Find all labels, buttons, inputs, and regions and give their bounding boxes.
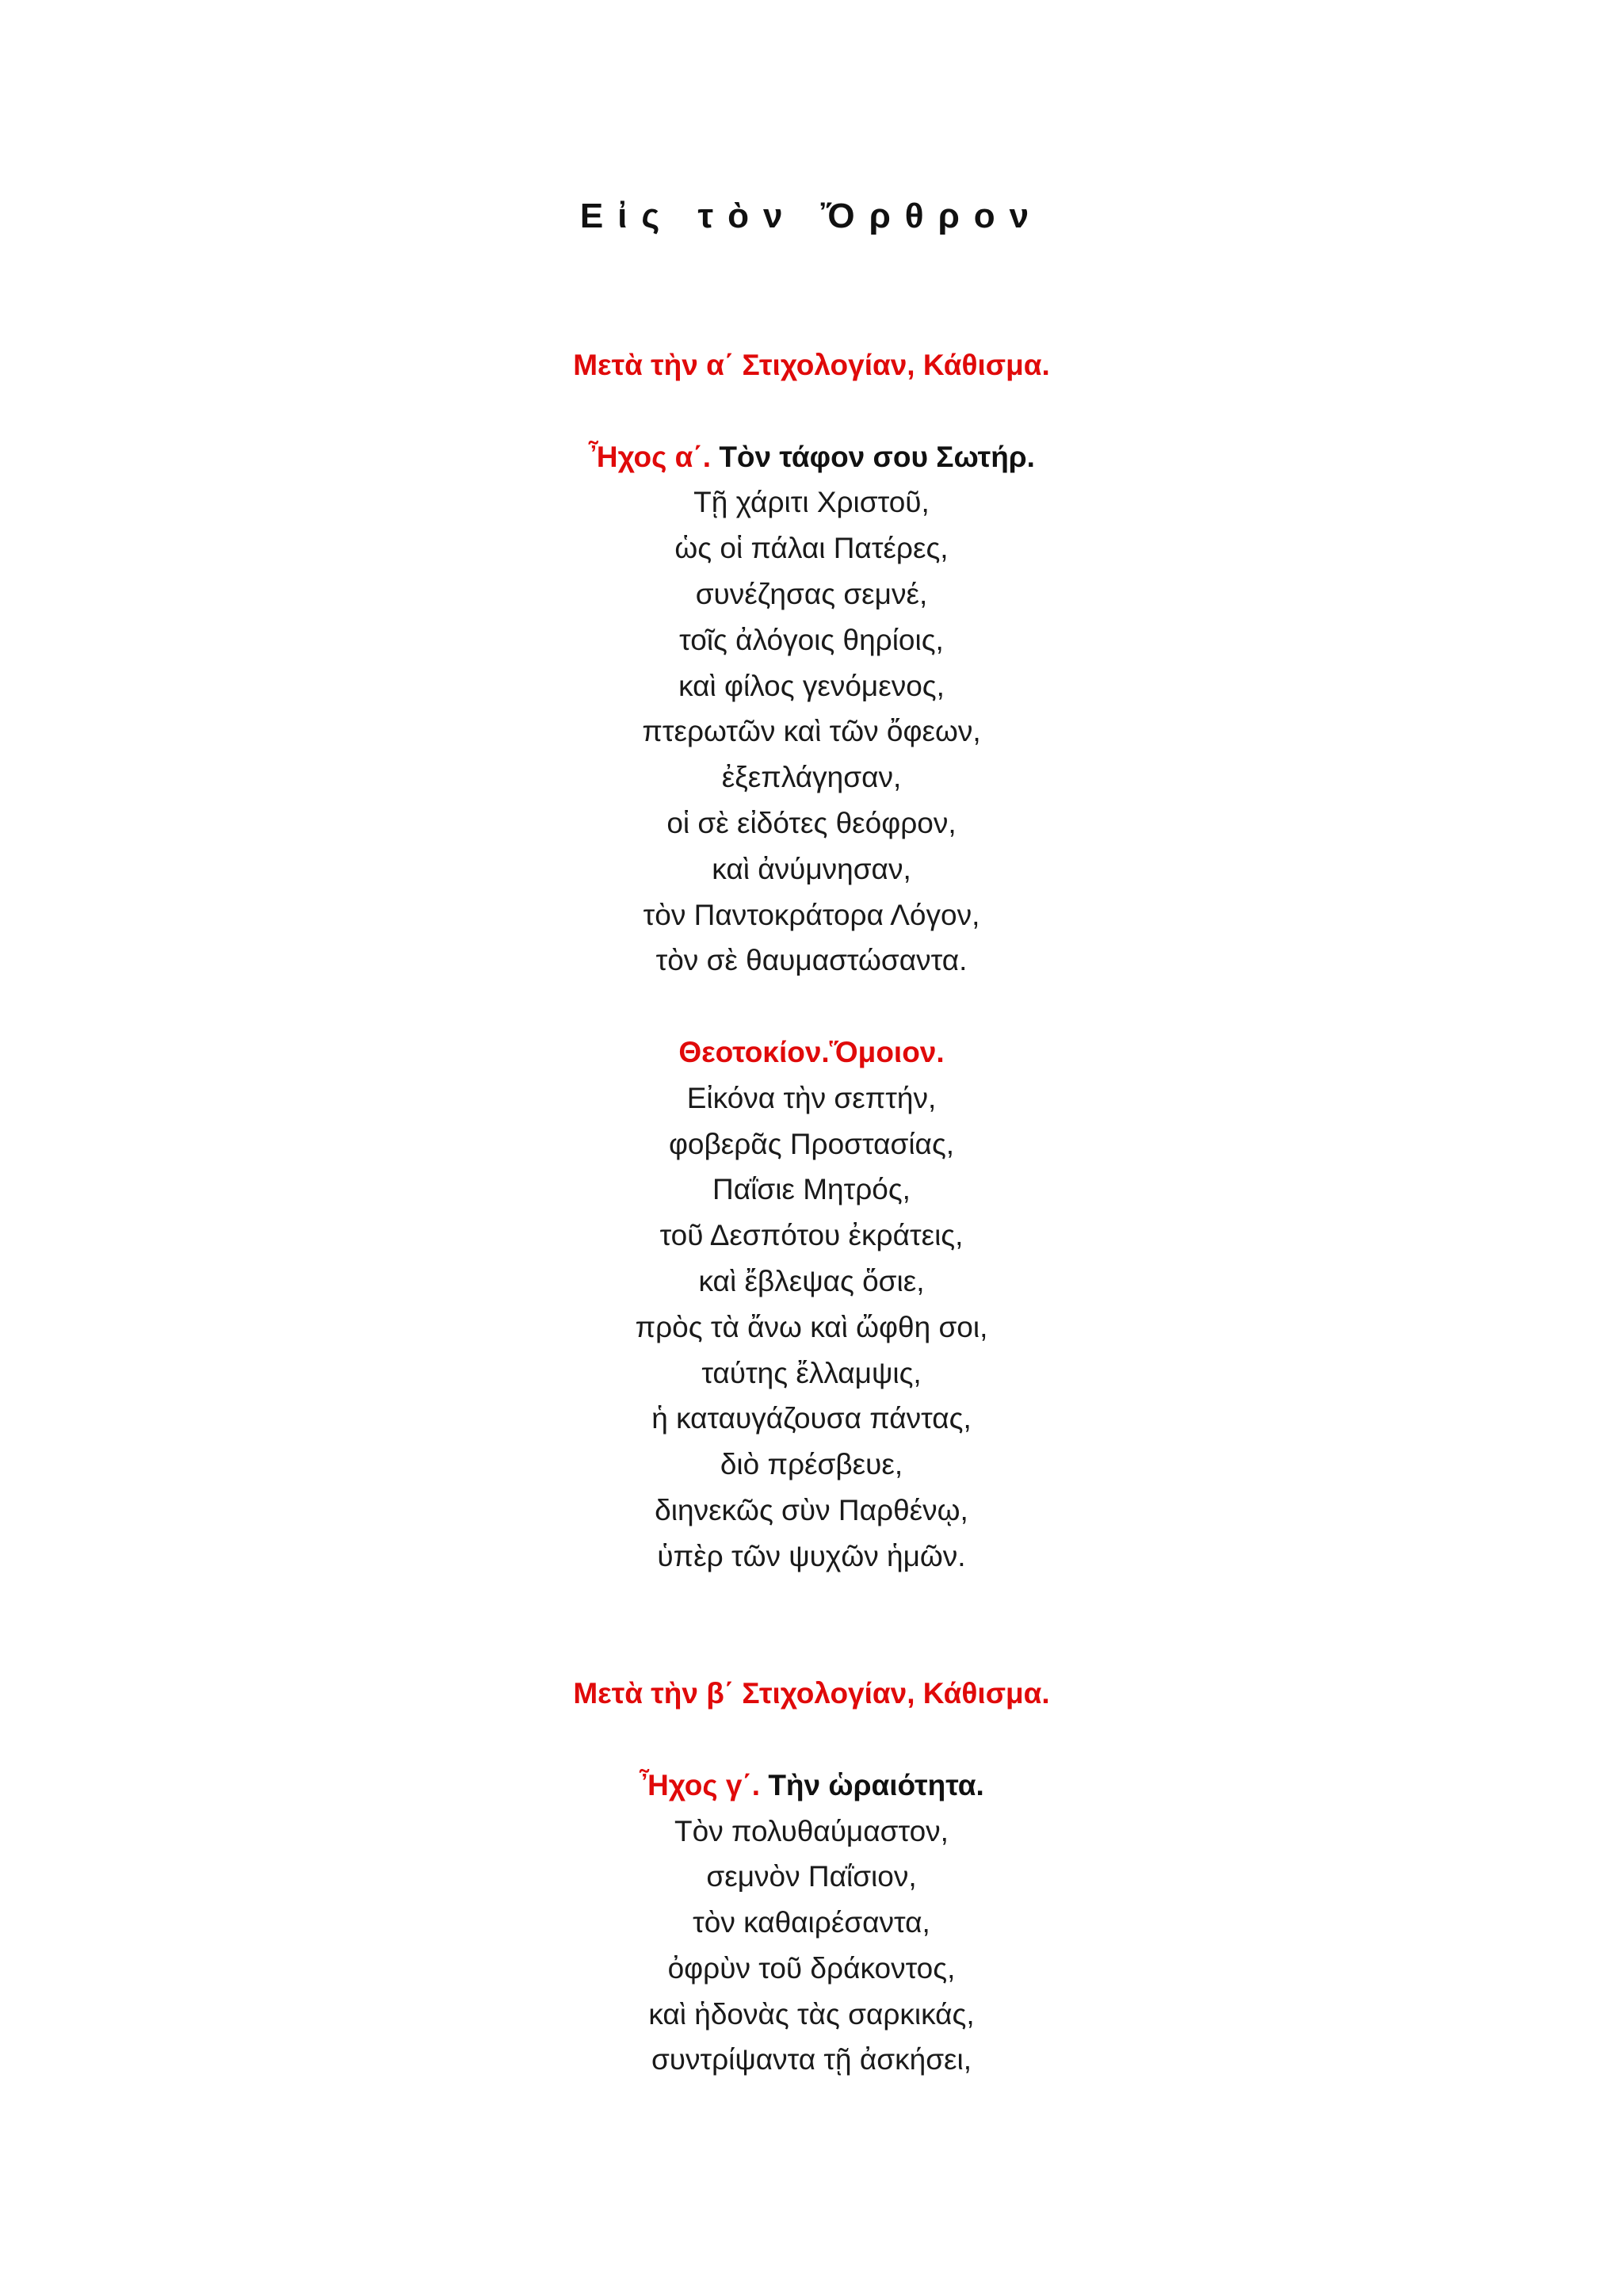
spacer — [0, 984, 1623, 1030]
section-heading: Μετὰ τὴν α΄ Στιχολογίαν, Κάθισμα. — [573, 349, 1050, 381]
verse-line: τὸν Παντοκράτορα Λόγον, — [643, 898, 980, 931]
verse-line: καὶ ἔβλεψας ὅσιε, — [698, 1264, 925, 1297]
verse-line: πρὸς τὰ ἄνω καὶ ὤφθη σοι, — [635, 1310, 988, 1343]
verse-line: διηνεκῶς σὺν Παρθένῳ, — [655, 1493, 968, 1526]
verse-line: φοβερᾶς Προστασίας, — [668, 1127, 955, 1160]
verse-line: ὑπὲρ τῶν ψυχῶν ἡμῶν. — [657, 1539, 966, 1572]
tone-label: Ἦχος γ΄. — [639, 1768, 761, 1801]
verse-line: ὡς οἱ πάλαι Πατέρες, — [674, 532, 949, 565]
spacer — [0, 388, 1623, 434]
verse-line: τὸν καθαιρέσαντα, — [693, 1906, 930, 1939]
verse-line: καὶ ἀνύμνησαν, — [712, 852, 911, 885]
verse-line: Τῇ χάριτι Χριστοῦ, — [693, 486, 930, 519]
verse-line: διὸ πρέσβευε, — [720, 1448, 903, 1481]
spacer — [0, 1580, 1623, 1671]
verse-line: Εἰκόνα τὴν σεπτήν, — [686, 1081, 937, 1114]
verse-line: συνέζησας σεμνέ, — [695, 577, 928, 610]
verse-line: σεμνὸν Παΐσιον, — [706, 1860, 917, 1893]
verse-line: Παΐσιε Μητρός, — [712, 1173, 911, 1206]
verse-line: ἡ καταυγάζουσα πάντας, — [651, 1402, 972, 1435]
tone-label: Ἦχος α΄. — [588, 440, 712, 473]
hymn-header — [0, 1763, 1623, 1809]
verse-line: Τὸν πολυθαύμαστον, — [674, 1814, 949, 1847]
verse-line: πτερωτῶν καὶ τῶν ὄφεων, — [642, 715, 981, 748]
section-heading: Μετὰ τὴν β΄ Στιχολογίαν, Κάθισμα. — [573, 1677, 1050, 1710]
verse-line: καὶ ἡδονὰς τὰς σαρκικάς, — [648, 1997, 975, 2030]
verse-line: τοῖς ἀλόγοις θηρίοις, — [679, 623, 944, 656]
hymn-header — [0, 434, 1623, 480]
verse-line: ὀφρὺν τοῦ δράκοντος, — [667, 1951, 956, 1985]
verse-line: καὶ φίλος γενόμενος, — [678, 669, 945, 702]
verse-line: συντρίψαντα τῇ ἀσκήσει, — [651, 2043, 972, 2076]
theotokion-label: Θεοτοκίον.Ὅμοιον. — [678, 1035, 945, 1068]
verse-line: ταύτης ἔλλαμψις, — [701, 1356, 922, 1389]
verse-line: ἐξεπλάγησαν, — [721, 761, 902, 794]
model-melody: Τὸν τάφον σου Σωτήρ. — [719, 440, 1035, 473]
verse-line: τὸν σὲ θαυμαστώσαντα. — [655, 944, 968, 977]
verse-line: τοῦ Δεσπότου ἐκράτεις, — [659, 1219, 964, 1252]
page-title: Εἰς τὸν Ὄρθρον — [579, 197, 1044, 235]
spacer — [0, 1717, 1623, 1763]
verse-line: οἱ σὲ εἰδότες θεόφρον, — [666, 806, 957, 839]
document-body — [0, 342, 1623, 2083]
model-melody: Τὴν ὡραιότητα. — [768, 1768, 984, 1801]
